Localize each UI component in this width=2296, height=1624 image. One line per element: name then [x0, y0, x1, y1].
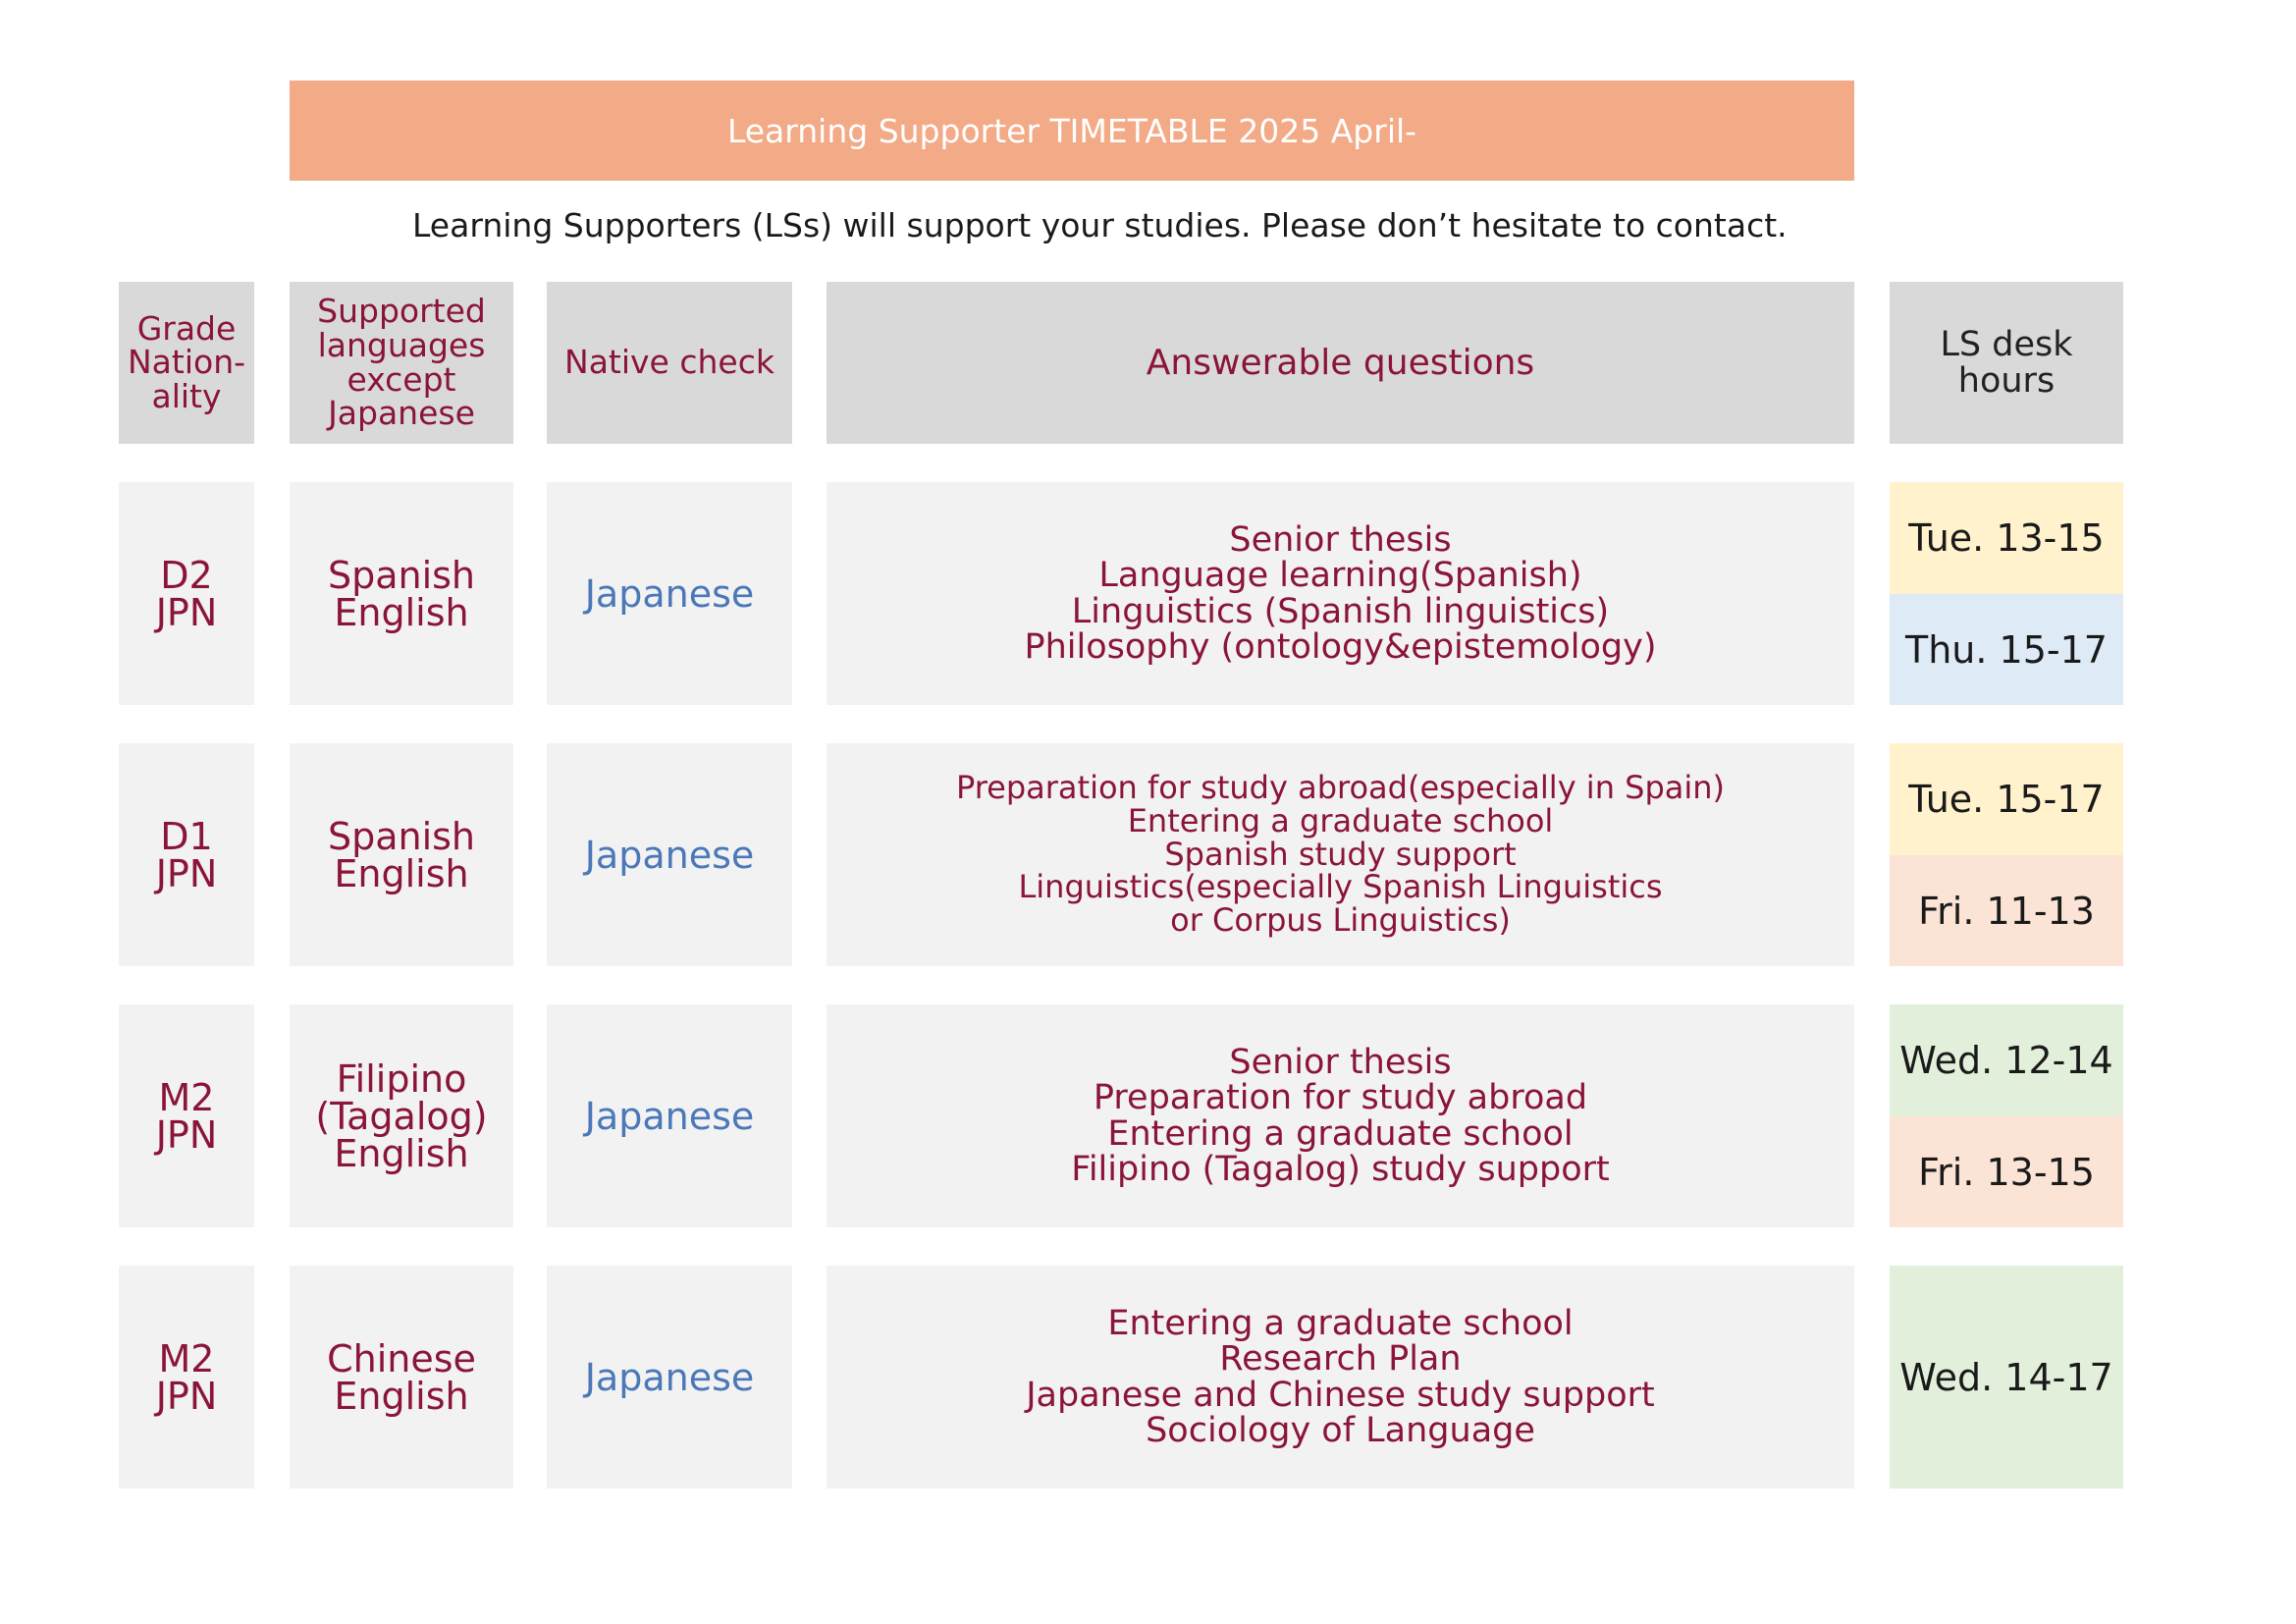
question-line: Japanese and Chinese study support [1026, 1375, 1655, 1415]
slot-label: Thu. 15-17 [1905, 627, 2108, 672]
header-grade [119, 282, 254, 444]
question-line: Sociology of Language [1146, 1410, 1535, 1450]
question-line: Preparation for study abroad [1093, 1078, 1588, 1118]
language-line: Chinese [327, 1336, 476, 1380]
row-3-questions [827, 1004, 1854, 1227]
page-title [290, 81, 1854, 181]
question-line: Entering a graduate school [1107, 1113, 1574, 1154]
header-languages-line: Supported [317, 292, 486, 331]
row-2-slot-1 [1890, 743, 2123, 855]
row-3-slot-1 [1890, 1004, 2123, 1116]
native-check-value: Japanese [584, 1355, 755, 1399]
header-hours-line: LS desk [1940, 324, 2073, 364]
grade-line: JPN [155, 1112, 218, 1157]
row-4-languages [290, 1266, 513, 1489]
row-4-slot-1 [1890, 1266, 2123, 1489]
header-grade-line: Nation- [127, 343, 246, 382]
native-check-value: Japanese [584, 1094, 755, 1138]
native-check-value: Japanese [584, 571, 755, 616]
slot-label: Tue. 13-15 [1908, 516, 2105, 560]
native-check-value: Japanese [584, 833, 755, 877]
row-1-native-check [547, 482, 792, 705]
question-line: Entering a graduate school [1127, 801, 1554, 839]
row-3-slot-2 [1890, 1116, 2123, 1227]
grade-line: D1 [160, 814, 213, 858]
row-1-slot-1 [1890, 482, 2123, 594]
question-line: Philosophy (ontology&epistemology) [1024, 626, 1657, 667]
row-1-grade [119, 482, 254, 705]
slot-label: Wed. 12-14 [1899, 1039, 2113, 1082]
language-line: English [334, 1374, 469, 1418]
question-line: Spanish study support [1164, 835, 1517, 873]
slot-label: Wed. 14-17 [1899, 1355, 2113, 1399]
header-answerable-questions [827, 282, 1854, 444]
header-hours-line: hours [1957, 360, 2056, 401]
grade-line: M2 [158, 1336, 215, 1380]
row-3-languages [290, 1004, 513, 1227]
question-line: Entering a graduate school [1107, 1304, 1574, 1344]
grade-line: M2 [158, 1075, 215, 1119]
row-3-grade [119, 1004, 254, 1227]
grade-line: JPN [155, 590, 218, 634]
header-questions-label: Answerable questions [1146, 342, 1535, 383]
question-line: Linguistics(especially Spanish Linguistics [1018, 868, 1663, 906]
question-line: Research Plan [1219, 1339, 1462, 1380]
slot-label: Fri. 11-13 [1918, 889, 2095, 933]
row-2-questions [827, 743, 1854, 966]
slot-label: Fri. 13-15 [1918, 1150, 2095, 1194]
language-line: Spanish [327, 814, 476, 858]
row-2-slot-2 [1890, 855, 2123, 966]
header-languages-line: languages [317, 325, 486, 364]
row-2-native-check [547, 743, 792, 966]
question-line: Filipino (Tagalog) study support [1071, 1149, 1610, 1189]
row-4-questions [827, 1266, 1854, 1489]
header-desk-hours [1890, 282, 2123, 444]
row-2-languages [290, 743, 513, 966]
row-4-native-check [547, 1266, 792, 1489]
language-line: English [334, 1131, 469, 1175]
question-line: Senior thesis [1229, 520, 1452, 561]
header-native-check-label: Native check [564, 343, 774, 382]
header-languages [290, 282, 513, 444]
header-languages-line: except [347, 359, 456, 399]
grade-line: D2 [160, 553, 213, 597]
question-line: or Corpus Linguistics) [1170, 901, 1511, 940]
slot-label: Tue. 15-17 [1908, 778, 2105, 821]
question-line: Linguistics (Spanish linguistics) [1071, 591, 1610, 631]
header-native-check [547, 282, 792, 444]
header-grade-line: Grade [136, 308, 237, 348]
title-text: Learning Supporter TIMETABLE 2025 April- [726, 111, 1417, 150]
row-4-grade [119, 1266, 254, 1489]
row-2-grade [119, 743, 254, 966]
language-line: Filipino [336, 1056, 467, 1101]
header-grade-line: ality [151, 376, 222, 415]
header-languages-line: Japanese [328, 394, 475, 433]
grade-line: JPN [155, 851, 218, 895]
row-1-languages [290, 482, 513, 705]
language-line: Spanish [327, 553, 476, 597]
subtitle: Learning Supporters (LSs) will support your studies. Please don’t hesitate to contact. [412, 206, 1788, 244]
question-line: Preparation for study abroad(especially in Spain) [955, 768, 1726, 806]
question-line: Senior thesis [1229, 1043, 1452, 1083]
language-line: English [334, 590, 469, 634]
language-line: English [334, 851, 469, 895]
grade-line: JPN [155, 1374, 218, 1418]
question-line: Language learning(Spanish) [1098, 556, 1582, 596]
row-3-native-check [547, 1004, 792, 1227]
row-1-questions [827, 482, 1854, 705]
row-1-slot-2 [1890, 594, 2123, 705]
language-line: (Tagalog) [315, 1094, 488, 1138]
